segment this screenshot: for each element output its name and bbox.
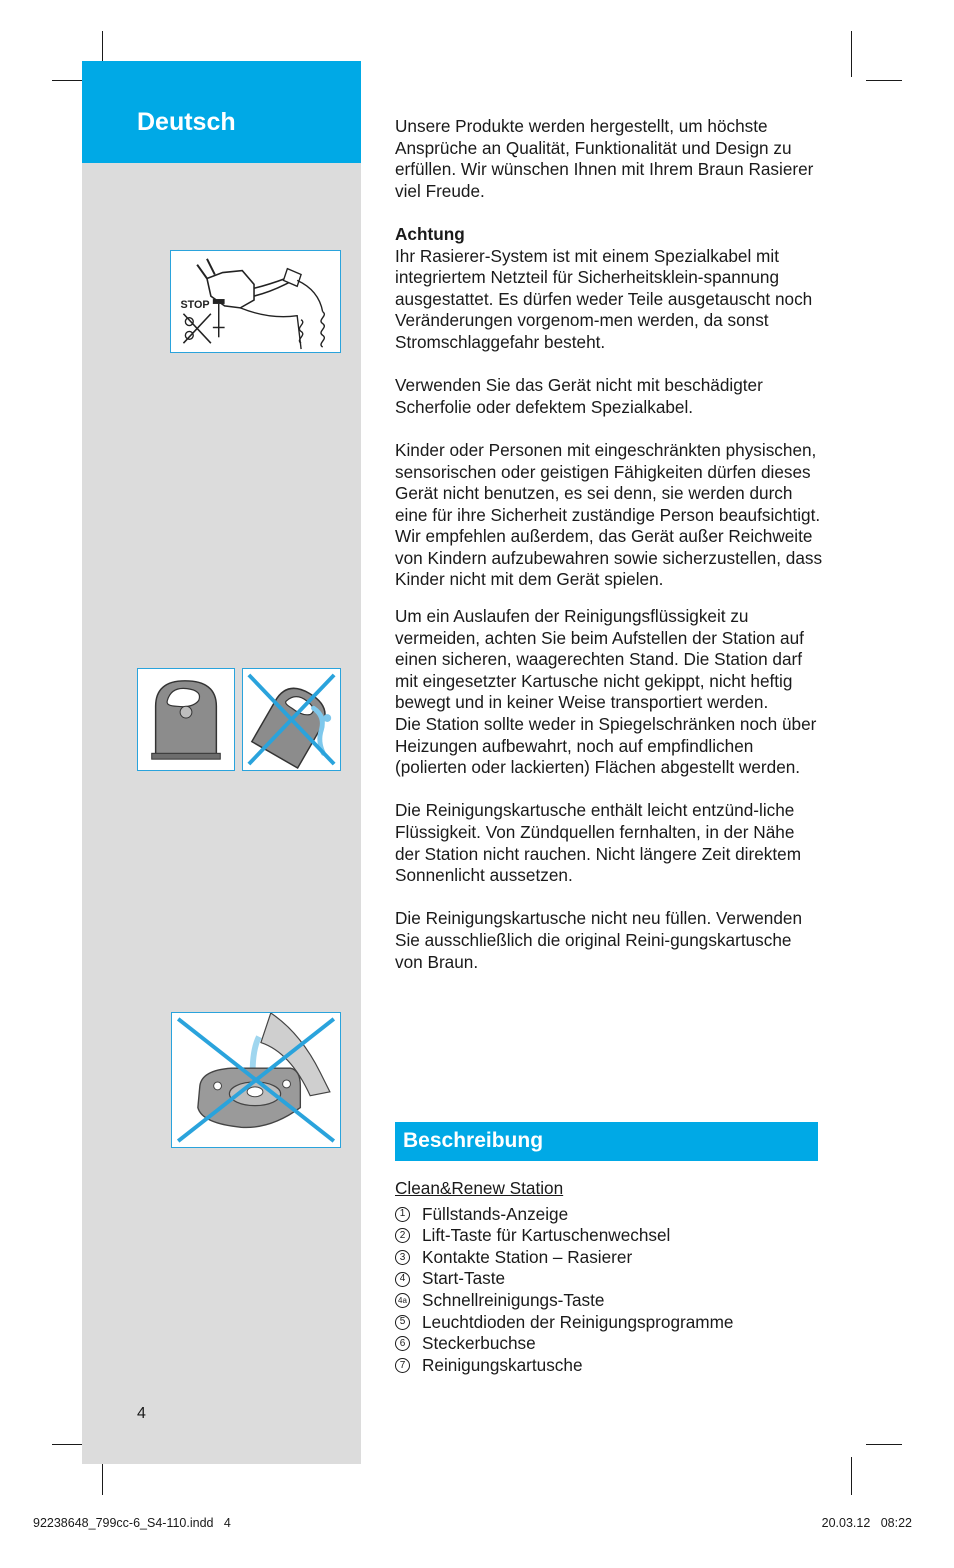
item-number: 7 bbox=[395, 1358, 410, 1373]
station-tilted-crossed-icon bbox=[243, 669, 340, 770]
item-label: Schnellreinigungs-Taste bbox=[422, 1289, 605, 1310]
item-label: Kontakte Station – Rasierer bbox=[422, 1246, 633, 1267]
footer-file-info: 92238648_799cc-6_S4-110.indd 4 bbox=[33, 1516, 231, 1530]
item-number: 5 bbox=[395, 1315, 410, 1330]
item-number: 3 bbox=[395, 1250, 410, 1265]
station-upright-icon bbox=[138, 669, 234, 770]
warning-paragraph: Verwenden Sie das Gerät nicht mit beschädigter Scherfolie oder defektem Spezialkabel. bbox=[395, 375, 763, 417]
description-subheading: Clean&Renew Station bbox=[395, 1178, 564, 1198]
item-label: Lift-Taste für Kartuschenwechsel bbox=[422, 1225, 671, 1246]
plug-cable-icon bbox=[171, 251, 340, 352]
item-number: 6 bbox=[395, 1336, 410, 1351]
description-list bbox=[395, 1178, 823, 1376]
item-label: Start-Taste bbox=[422, 1268, 506, 1289]
warning-paragraph: Die Station sollte weder in Spiegelschränken noch über Heizungen aufbewahrt, noch auf empfindlichen (polierten oder lackierten) Flächen abgestellt werden. bbox=[395, 714, 817, 778]
language-title: Deutsch bbox=[137, 108, 236, 136]
figure-station-tilted bbox=[242, 668, 341, 771]
figure-refill-cartridge bbox=[171, 1012, 341, 1148]
list-item bbox=[395, 1268, 823, 1290]
warning-paragraph: Um ein Auslaufen der Reinigungsflüssigkeit zu vermeiden, achten Sie beim Aufstellen der Station auf einen sicheren, waagerechten Stand. Die Station darf mit eingesetzter Kartusche nicht gekippt, nicht heftig bewegt und in keiner Weise transportiert werden. bbox=[395, 606, 804, 713]
intro-paragraph: Unsere Produkte werden hergestellt, um höchste Ansprüche an Qualität, Funktionalität und Design zu erfüllen. Wir wünschen Ihnen mit Ihrem Braun Rasierer viel Freude. bbox=[395, 116, 814, 201]
crop-mark bbox=[866, 1444, 902, 1445]
list-item bbox=[395, 1333, 823, 1355]
warning-heading: Achtung bbox=[395, 223, 465, 244]
footer-date: 20.03.12 08:22 bbox=[821, 1516, 912, 1530]
warning-paragraph: Kinder oder Personen mit eingeschränkten physischen, sensorischen oder geistigen Fähigkeiten dürfen dieses Gerät nicht benutzen, es sei denn, sie werden durch eine für ihre Sicherheit zuständige Person beaufsichtigt. bbox=[395, 439, 821, 525]
item-number: 4a bbox=[395, 1293, 410, 1308]
warning-paragraph: Wir empfehlen außerdem, das Gerät außer Reichweite von Kindern aufzubewahren sowie sicherzustellen, dass Kinder nicht mit dem Gerät spielen. bbox=[395, 526, 823, 590]
item-number: 2 bbox=[395, 1228, 410, 1243]
warning-paragraph: Die Reinigungskartusche nicht neu füllen. Verwenden Sie ausschließlich die original Reini-gungskartusche von Braun. bbox=[395, 908, 803, 972]
item-number: 4 bbox=[395, 1272, 410, 1287]
page-number: 4 bbox=[137, 1405, 146, 1422]
crop-mark bbox=[851, 31, 852, 77]
warning-paragraph: Ihr Rasierer-System ist mit einem Spezialkabel mit integriertem Netzteil für Sicherheitsklein-spannung ausgestattet. Es dürfen weder Teile ausgetauscht noch Veränderungen vorgenom-men werden, da sonst Stromschlaggefahr besteht. bbox=[395, 245, 813, 352]
stop-label: STOP bbox=[180, 298, 210, 311]
list-item bbox=[395, 1247, 823, 1269]
item-label: Füllstands-Anzeige bbox=[422, 1203, 569, 1224]
item-number: 1 bbox=[395, 1207, 410, 1222]
crop-mark bbox=[866, 80, 902, 81]
figure-station-upright bbox=[137, 668, 235, 771]
warnings-text bbox=[395, 116, 823, 973]
item-label: Reinigungskartusche bbox=[422, 1354, 583, 1375]
figure-cable-warning bbox=[170, 250, 341, 353]
list-item bbox=[395, 1312, 823, 1334]
item-label: Leuchtdioden der Reinigungsprogramme bbox=[422, 1311, 734, 1332]
crop-mark bbox=[851, 1457, 852, 1495]
list-item bbox=[395, 1225, 823, 1247]
list-item bbox=[395, 1355, 823, 1377]
section-title: Beschreibung bbox=[403, 1129, 544, 1152]
list-item bbox=[395, 1290, 823, 1312]
item-label: Steckerbuchse bbox=[422, 1333, 536, 1354]
warning-paragraph: Die Reinigungskartusche enthält leicht entzünd-liche Flüssigkeit. Von Zündquellen fernhalten, in der Nähe der Station nicht rauchen. Nicht längere Zeit direktem Sonnenlicht aussetzen. bbox=[395, 800, 802, 886]
list-item bbox=[395, 1204, 823, 1226]
cartridge-refill-crossed-icon bbox=[172, 1013, 340, 1147]
